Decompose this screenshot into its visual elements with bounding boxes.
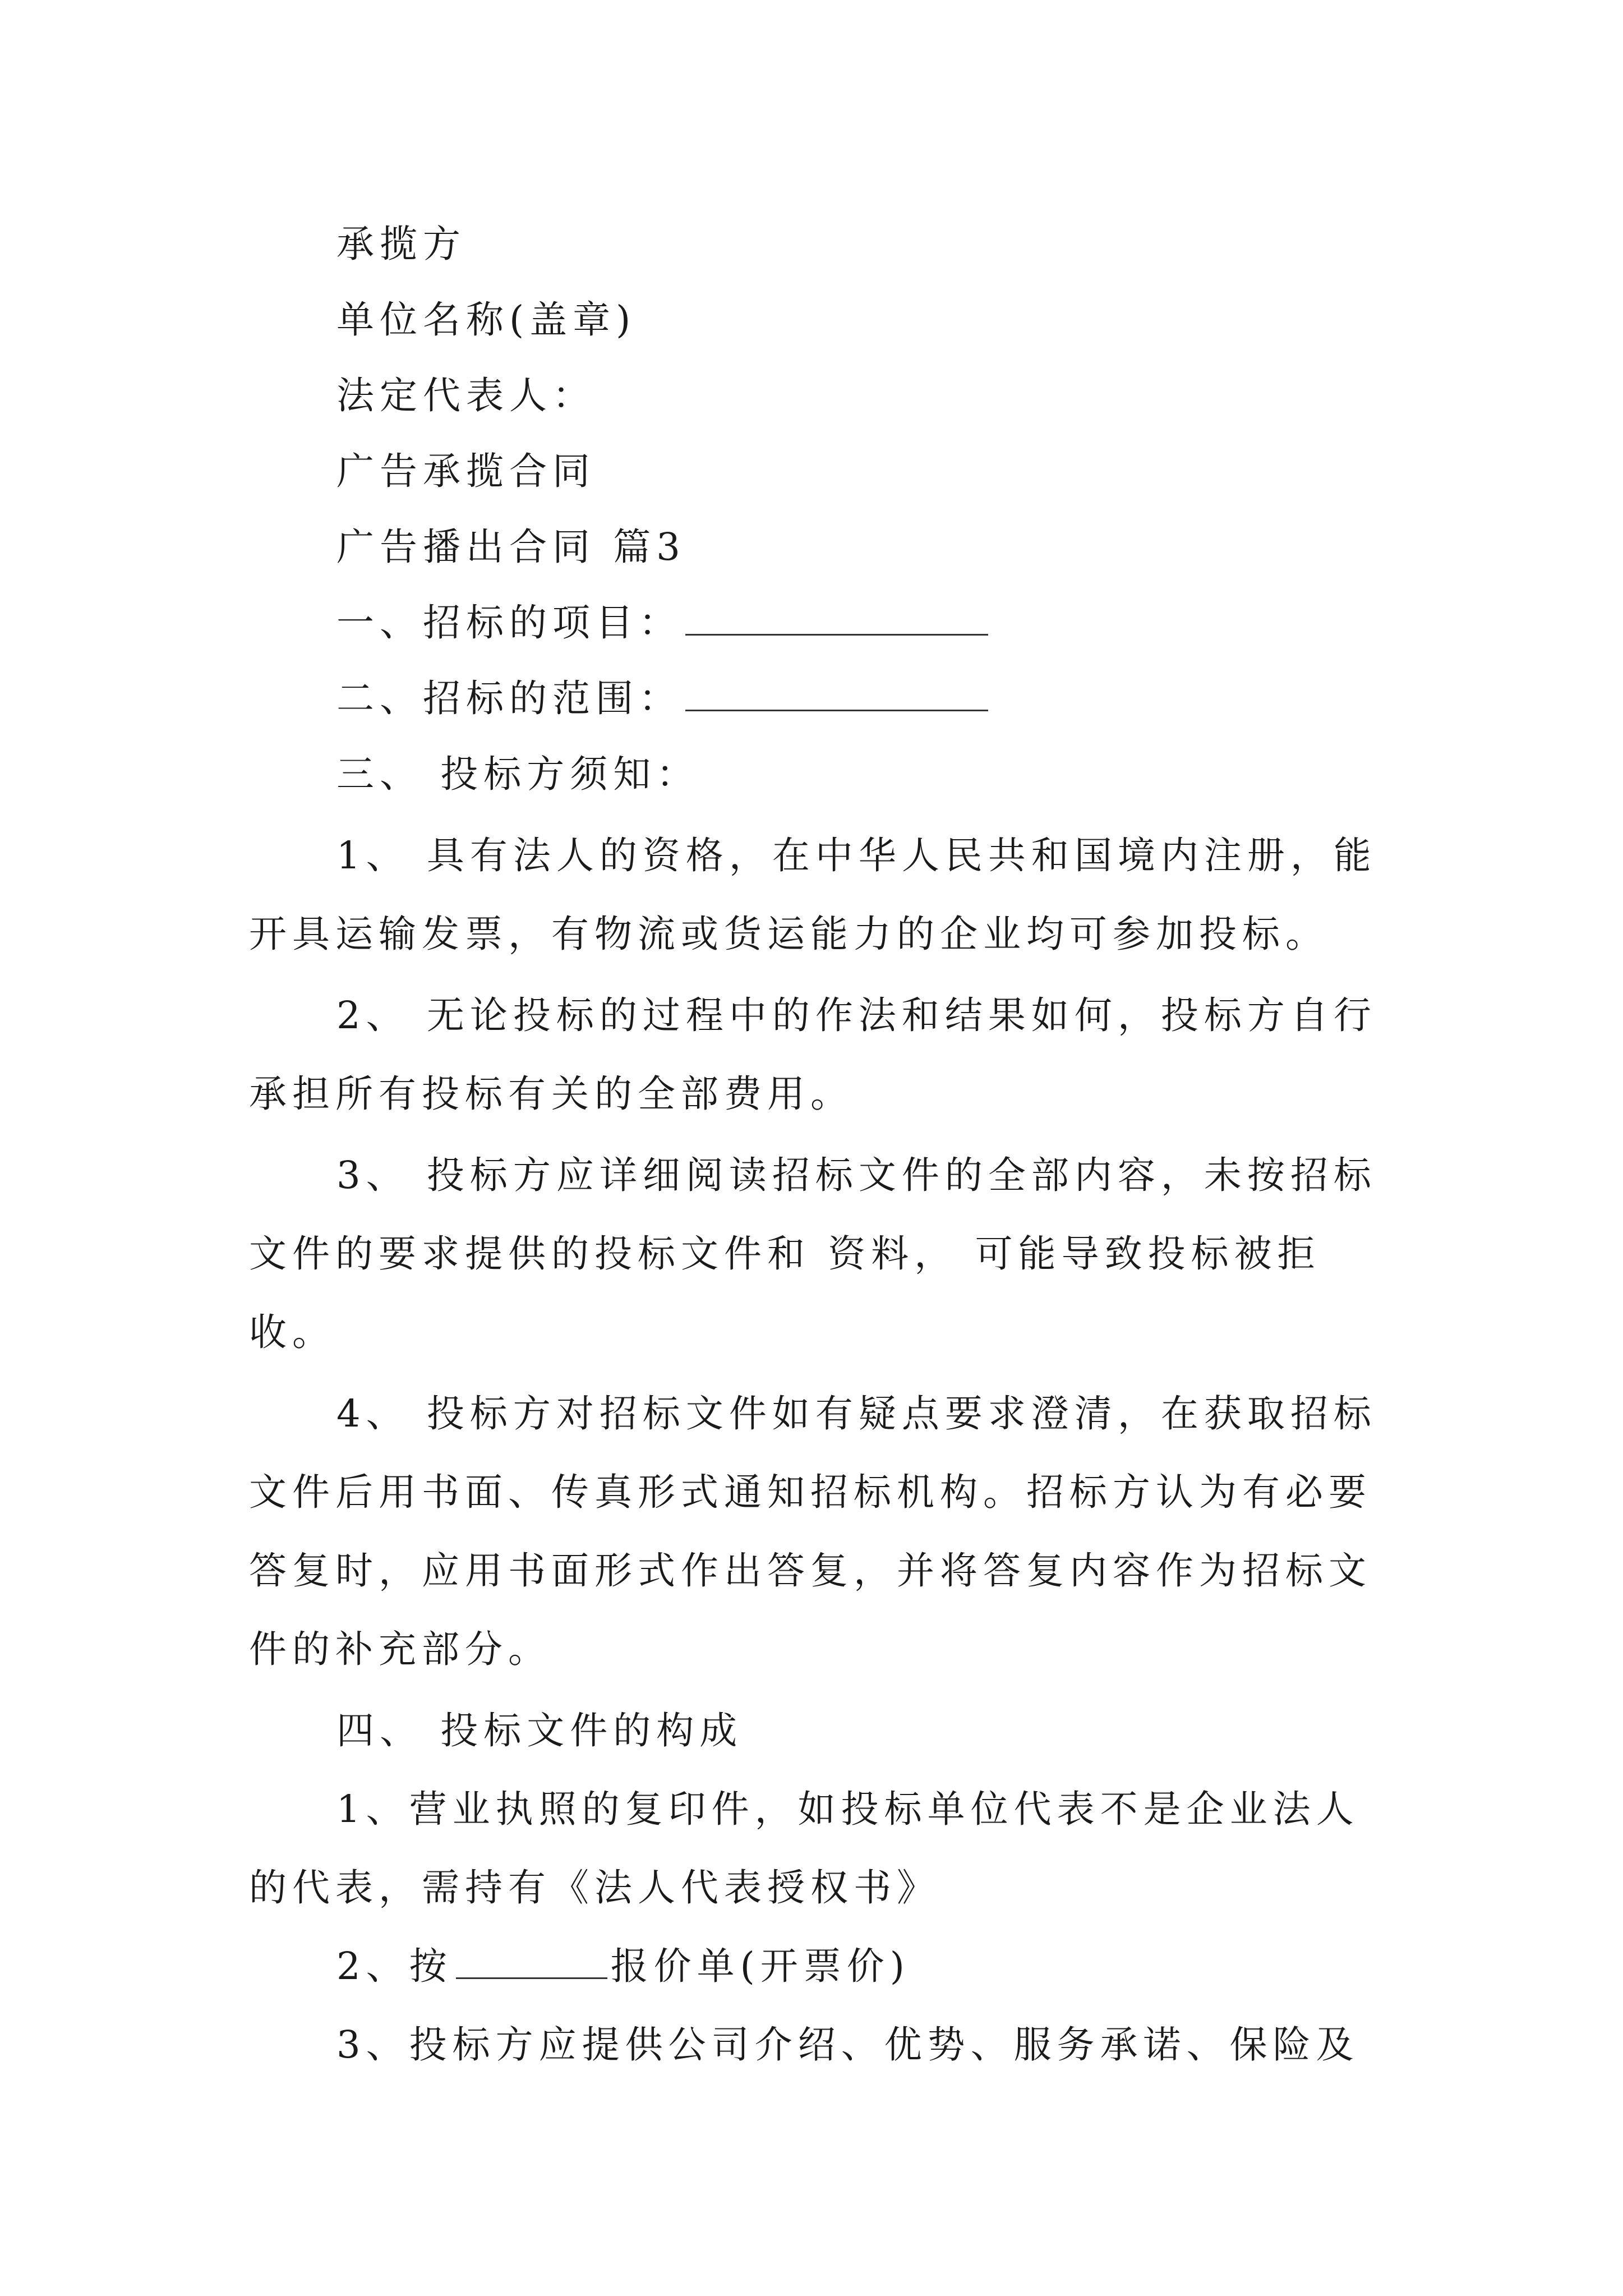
- paragraph-line: 件的补充部分。: [249, 1627, 551, 1671]
- paragraph-line: 4、 投标方对招标文件如有疑点要求澄清，在获取招标: [336, 1392, 1377, 1435]
- paragraph-line: 收。: [249, 1310, 335, 1354]
- section-heading: 广告播出合同 篇3: [336, 525, 686, 569]
- contract-title: 广告承揽合同: [336, 449, 596, 493]
- tender-project-line: [0, 600, 1623, 645]
- legal-rep-label: 法定代表人：: [336, 374, 596, 417]
- paragraph-line: 文件的要求提供的投标文件和 资料， 可能导致投标被拒: [249, 1232, 1321, 1276]
- tender-project-label: 一、招标的项目：: [336, 601, 682, 645]
- bid-docs-heading: 四、 投标文件的构成: [336, 1709, 743, 1752]
- fill-blank: [456, 1945, 607, 1979]
- paragraph-line: 的代表，需持有《法人代表授权书》: [249, 1866, 940, 1910]
- paragraph-line: 3、 投标方应详细阅读招标文件的全部内容，未按招标: [336, 1153, 1377, 1197]
- fill-blank: [685, 677, 988, 711]
- paragraph-line: 3、投标方应提供公司介绍、优势、服务承诺、保险及: [336, 2023, 1359, 2067]
- fill-blank: [685, 601, 988, 636]
- quote-prefix: 2、按: [336, 1944, 453, 1988]
- quote-line: [0, 1944, 1623, 1989]
- paragraph-line: 1、营业执照的复印件，如投标单位代表不是企业法人: [336, 1787, 1359, 1831]
- paragraph-line: 文件后用书面、传真形式通知招标机构。招标方认为有必要: [249, 1470, 1372, 1514]
- paragraph-line: 2、 无论投标的过程中的作法和结果如何，投标方自行: [336, 993, 1377, 1037]
- party-label: 承揽方: [336, 222, 466, 266]
- paragraph-line: 答复时，应用书面形式作出答复，并将答复内容作为招标文: [249, 1549, 1372, 1593]
- tender-scope-line: [0, 676, 1623, 721]
- quote-suffix: 报价单(开票价): [610, 1944, 910, 1988]
- bidder-notice-heading: 三、 投标方须知：: [336, 752, 700, 796]
- paragraph-line: 开具运输发票，有物流或货运能力的企业均可参加投标。: [249, 912, 1329, 956]
- company-name-label: 单位名称(盖章): [336, 298, 637, 342]
- paragraph-line: 承担所有投标有关的全部费用。: [249, 1072, 854, 1116]
- tender-scope-label: 二、招标的范围：: [336, 677, 682, 720]
- paragraph-line: 1、 具有法人的资格，在中华人民共和国境内注册，能: [336, 834, 1377, 877]
